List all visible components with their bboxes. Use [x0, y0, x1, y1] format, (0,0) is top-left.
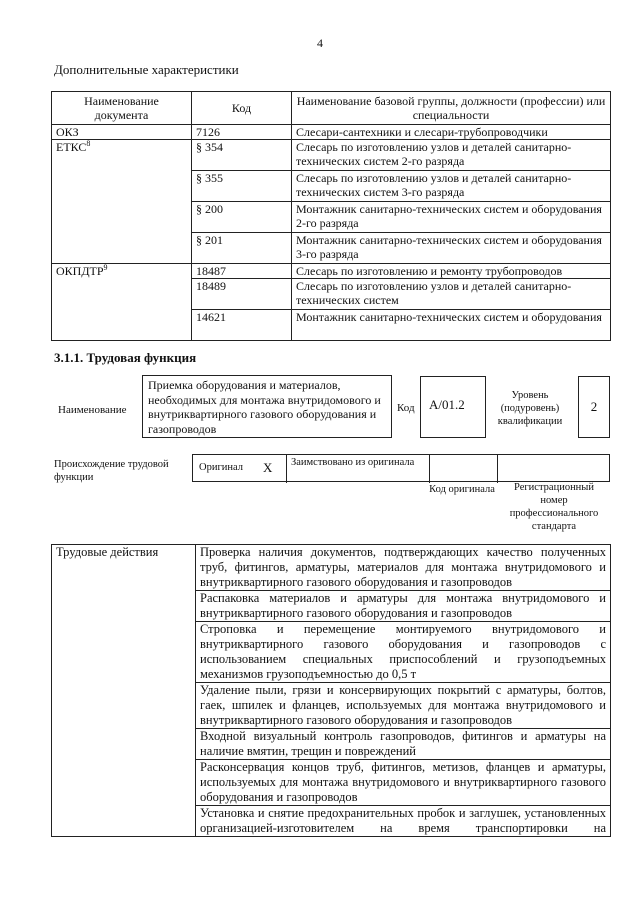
table-row — [52, 125, 611, 140]
code-cell: § 355 — [192, 171, 292, 202]
name-cell: Монтажник санитарно-технических систем и оборудования — [292, 310, 611, 341]
table-row — [52, 140, 611, 171]
divider — [497, 455, 498, 483]
action-item: Проверка наличия документов, подтверждающих качество полученных труб, фитингов, арматуры, материалов для монтажа внутридомового и внутриквартирного газового оборудования и газопроводов — [196, 545, 611, 591]
name-cell: Слесари-сантехники и слесари-трубопроводчики — [292, 125, 611, 140]
code-cell: § 200 — [192, 202, 292, 233]
function-code-label: Код — [397, 402, 415, 414]
code-cell: 18487 — [192, 264, 292, 279]
doc-okpdtr-label: ОКПДТР — [56, 264, 104, 278]
code-cell: § 201 — [192, 233, 292, 264]
table-row — [52, 545, 611, 591]
doc-okpdtr — [52, 264, 192, 341]
divider — [429, 455, 430, 483]
footnote-mark: 8 — [86, 139, 91, 148]
action-item: Входной визуальный контроль газопроводов, фитингов и арматуры на наличие вмятин, трещин и повреждений — [196, 729, 611, 760]
origin-label: Происхождение трудовой функции — [54, 459, 169, 483]
action-item: Расконсервация концов труб, фитингов, метизов, фланцев и арматуры, используемых для монтажа внутридомового и внутриквартирного газового оборудования и газопроводов — [196, 760, 611, 806]
name-cell: Слесарь по изготовлению узлов и деталей санитарно-технических систем — [292, 279, 611, 310]
name-cell: Слесарь по изготовлению узлов и деталей санитарно-технических систем 3-го разряда — [292, 171, 611, 202]
code-original-caption: Код оригинала — [429, 484, 495, 495]
function-name-box: Приемка оборудования и материалов, необходимых для монтажа внутридомового и внутриквартирного газового оборудования и газопроводов — [142, 375, 392, 438]
function-name-label: Наименование — [58, 404, 127, 416]
action-item: Удаление пыли, грязи и консервирующих покрытий с арматуры, болтов, гаек, шпилек и фланцев, используемых для монтажа внутридомового и внутриквартирного газового оборудования и газопроводов — [196, 683, 611, 729]
level-box: 2 — [578, 376, 610, 438]
actions-label: Трудовые действия — [52, 545, 196, 837]
action-item: Строповка и перемещение монтируемого внутридомового и внутриквартирного газового оборудования и газопроводов с использованием специальных приспособлений и грузоподъемных механизмов грузоподъемностью до 0,5 т — [196, 622, 611, 683]
action-item: Распаковка материалов и арматуры для монтажа внутридомового и внутриквартирного газового оборудования и газопроводов — [196, 591, 611, 622]
code-cell: 18489 — [192, 279, 292, 310]
function-title: 3.1.1. Трудовая функция — [54, 350, 197, 365]
actions-table — [51, 544, 611, 837]
header-code: Код — [192, 92, 292, 125]
footnote-mark: 9 — [103, 263, 108, 272]
code-cell: § 354 — [192, 140, 292, 171]
origin-row — [192, 454, 610, 482]
doc-etks-label: ЕТКС — [56, 140, 87, 154]
action-item: Установка и снятие предохранительных пробок и заглушек, установленных организацией-изготовителем на время транспортировки на — [196, 806, 611, 837]
reg-number-caption: Регистрационный номер профессионального стандарта — [509, 482, 599, 532]
characteristics-table — [51, 91, 611, 341]
table-row — [52, 264, 611, 279]
code-cell: 7126 — [192, 125, 292, 140]
borrowed-label: Заимствовано из оригинала — [291, 457, 415, 468]
doc-okz: ОКЗ — [52, 125, 192, 140]
code-cell: 14621 — [192, 310, 292, 341]
doc-etks — [52, 140, 192, 264]
page-number: 4 — [317, 36, 323, 50]
original-mark: X — [263, 460, 273, 475]
function-code-box: А/01.2 — [420, 376, 486, 438]
name-cell: Слесарь по изготовлению узлов и деталей санитарно-технических систем 2-го разряда — [292, 140, 611, 171]
original-label: Оригинал — [199, 462, 243, 473]
table-header-row — [52, 92, 611, 125]
name-cell: Монтажник санитарно-технических систем и оборудования 2-го разряда — [292, 202, 611, 233]
level-label: Уровень (подуровень) квалификации — [497, 390, 563, 427]
name-cell: Монтажник санитарно-технических систем и оборудования 3-го разряда — [292, 233, 611, 264]
header-name: Наименование базовой группы, должности (профессии) или специальности — [292, 92, 611, 125]
header-document: Наименование документа — [52, 92, 192, 125]
section-title: Дополнительные характеристики — [54, 62, 239, 77]
divider — [286, 455, 287, 483]
name-cell: Слесарь по изготовлению и ремонту трубопроводов — [292, 264, 611, 279]
